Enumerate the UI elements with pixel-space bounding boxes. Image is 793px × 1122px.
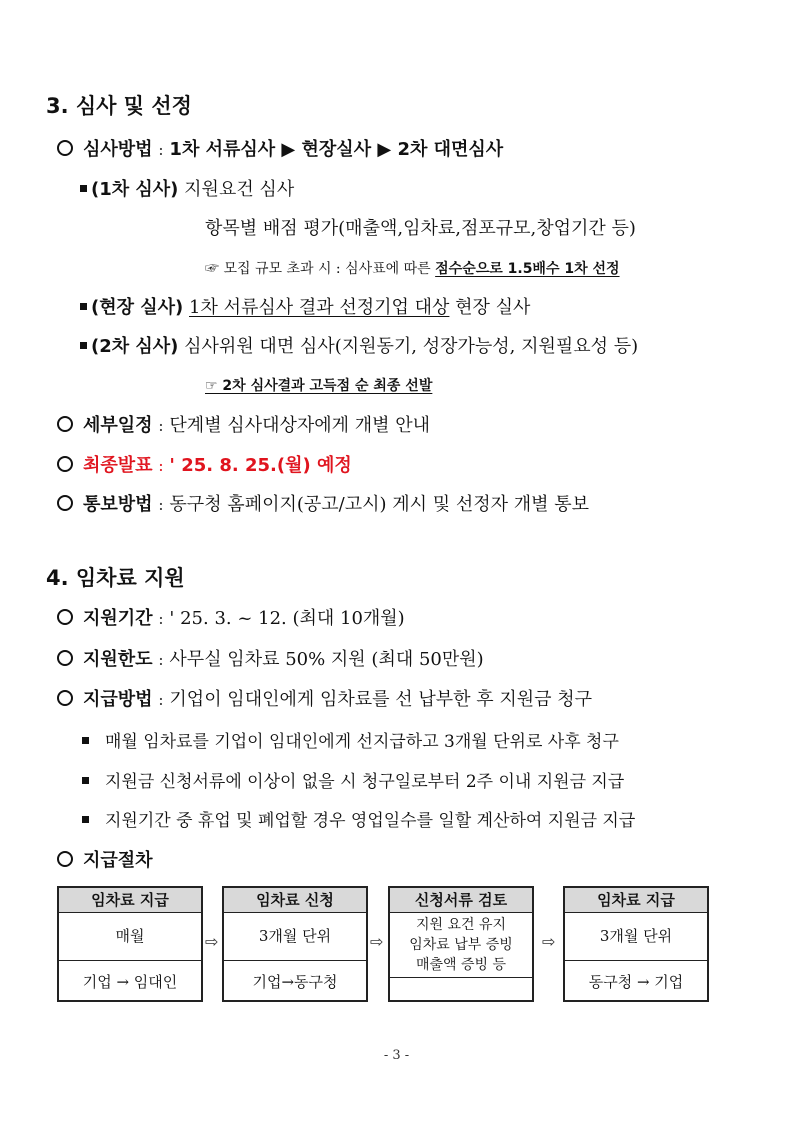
schedule-text: 단계별 심사대상자에게 개별 안내 (169, 415, 431, 436)
payment-bullet-text: 지원금 신청서류에 이상이 없을 시 청구일로부터 2주 이내 지원금 지급 (105, 772, 625, 792)
flow-step-body-line: 임차료 납부 증빙 (409, 937, 513, 953)
limit-label: 지원한도 (83, 649, 153, 670)
flow-step-body: 매월 (59, 913, 201, 961)
circle-bullet-icon (57, 609, 73, 625)
review-method-line (57, 135, 503, 161)
circle-bullet-icon (57, 416, 73, 432)
square-bullet-icon (80, 303, 87, 310)
period-line (57, 604, 405, 630)
page-number: - 3 - (383, 1048, 410, 1063)
flow-step-parties: 기업→동구청 (252, 973, 338, 991)
onsite-review-line (80, 293, 530, 319)
limit-line (57, 645, 484, 671)
payment-bullet (82, 806, 635, 831)
first-review-line (80, 175, 294, 201)
square-bullet-icon (82, 777, 89, 784)
payment-bullet (82, 767, 624, 792)
colon: : (158, 495, 164, 514)
square-bullet-icon (80, 185, 87, 192)
flow-step-head: 임차료 지급 (59, 888, 201, 913)
period-text: ' 25. 3. ~ 12. (최대 10개월) (169, 608, 405, 629)
flow-step-parties: 동구청 → 기업 (588, 973, 684, 991)
payment-bullet-text: 매월 임차료를 기업이 임대인에게 선지급하고 3개월 단위로 사후 청구 (105, 732, 619, 752)
section-3-title: 3. 심사 및 선정 (46, 94, 192, 118)
section-4-title: 4. 임차료 지원 (46, 566, 185, 590)
flow-step-2 (222, 886, 368, 1002)
payment-text: 기업이 임대인에게 임차료를 선 납부한 후 지원금 청구 (169, 689, 593, 710)
colon: : (158, 690, 164, 709)
payment-line (57, 685, 592, 711)
first-review-criteria: 항목별 배점 평가(매출액,임차료,점포규모,창업기간 등) (205, 218, 636, 239)
payment-bullet-text: 지원기간 중 휴업 및 폐업할 경우 영업일수를 일할 계산하여 지원금 지급 (105, 811, 636, 831)
second-review-line (80, 332, 638, 358)
flow-step-body-line: 지원 요건 유지 (415, 917, 507, 933)
first-review-note (205, 258, 620, 278)
flow-step-body: 3개월 단위 (565, 913, 707, 961)
flow-step-body: 3개월 단위 (224, 913, 366, 961)
flow-step-3 (388, 886, 534, 1002)
circle-bullet-icon (57, 456, 73, 472)
flow-step-parties: 기업 → 임대인 (82, 973, 178, 991)
flow-step-body-line: 매출액 증빙 등 (415, 957, 507, 973)
colon: : (158, 416, 164, 435)
colon: : (158, 650, 164, 669)
notify-text: 동구청 홈페이지(공고/고시) 게시 및 선정자 개별 통보 (169, 494, 590, 515)
first-review-text: 지원요건 심사 (184, 179, 295, 200)
announce-label: 최종발표 (83, 455, 153, 476)
schedule-label: 세부일정 (83, 415, 153, 436)
flow-step-head: 임차료 신청 (224, 888, 366, 913)
circle-bullet-icon (57, 650, 73, 666)
circle-bullet-icon (57, 690, 73, 706)
note-prefix: ☞ 모집 규모 초과 시 : 심사표에 따른 (205, 261, 431, 277)
flow-step-body (390, 913, 532, 978)
second-review-note: ☞ 2차 심사결과 고득점 순 최종 선발 (205, 378, 433, 394)
colon: : (158, 140, 164, 159)
payment-bullet (82, 727, 619, 752)
note-emphasis: 점수순으로 1.5배수 1차 선정 (435, 261, 620, 277)
circle-bullet-icon (57, 495, 73, 511)
period-label: 지원기간 (83, 608, 153, 629)
flow-arrow-icon: ⇨ (205, 932, 219, 951)
second-review-text: 심사위원 대면 심사(지원동기, 성장가능성, 지원필요성 등) (184, 336, 639, 357)
colon: : (158, 609, 164, 628)
square-bullet-icon (82, 737, 89, 744)
announce-date: ' 25. 8. 25.(월) 예정 (169, 455, 352, 476)
first-review-label: (1차 심사) (91, 179, 179, 200)
announce-line (57, 451, 352, 477)
circle-bullet-icon (57, 851, 73, 867)
flow-step-1 (57, 886, 203, 1002)
review-method-label: 심사방법 (83, 139, 153, 160)
limit-text: 사무실 임차료 50% 지원 (최대 50만원) (169, 649, 484, 670)
flow-step-head: 임차료 지급 (565, 888, 707, 913)
square-bullet-icon (80, 342, 87, 349)
review-method-text: 1차 서류심사 ▶ 현장실사 ▶ 2차 대면심사 (169, 139, 504, 160)
flow-step-parties (390, 978, 532, 1002)
procedure-label: 지급절차 (83, 850, 153, 871)
square-bullet-icon (82, 816, 89, 823)
notify-line (57, 490, 589, 516)
flow-step-4 (563, 886, 709, 1002)
colon: : (158, 456, 164, 475)
circle-bullet-icon (57, 140, 73, 156)
schedule-line (57, 411, 430, 437)
payment-label: 지급방법 (83, 689, 153, 710)
flow-arrow-icon: ⇨ (370, 932, 384, 951)
onsite-review-label: (현장 실사) (91, 297, 184, 318)
onsite-review-text: 현장 실사 (455, 297, 531, 318)
onsite-review-target: 1차 서류심사 결과 선정기업 대상 (189, 297, 450, 318)
flow-arrow-icon: ⇨ (542, 932, 556, 951)
second-review-label: (2차 심사) (91, 336, 179, 357)
flow-step-head: 신청서류 검토 (390, 888, 532, 913)
procedure-line (57, 846, 153, 872)
notify-label: 통보방법 (83, 494, 153, 515)
